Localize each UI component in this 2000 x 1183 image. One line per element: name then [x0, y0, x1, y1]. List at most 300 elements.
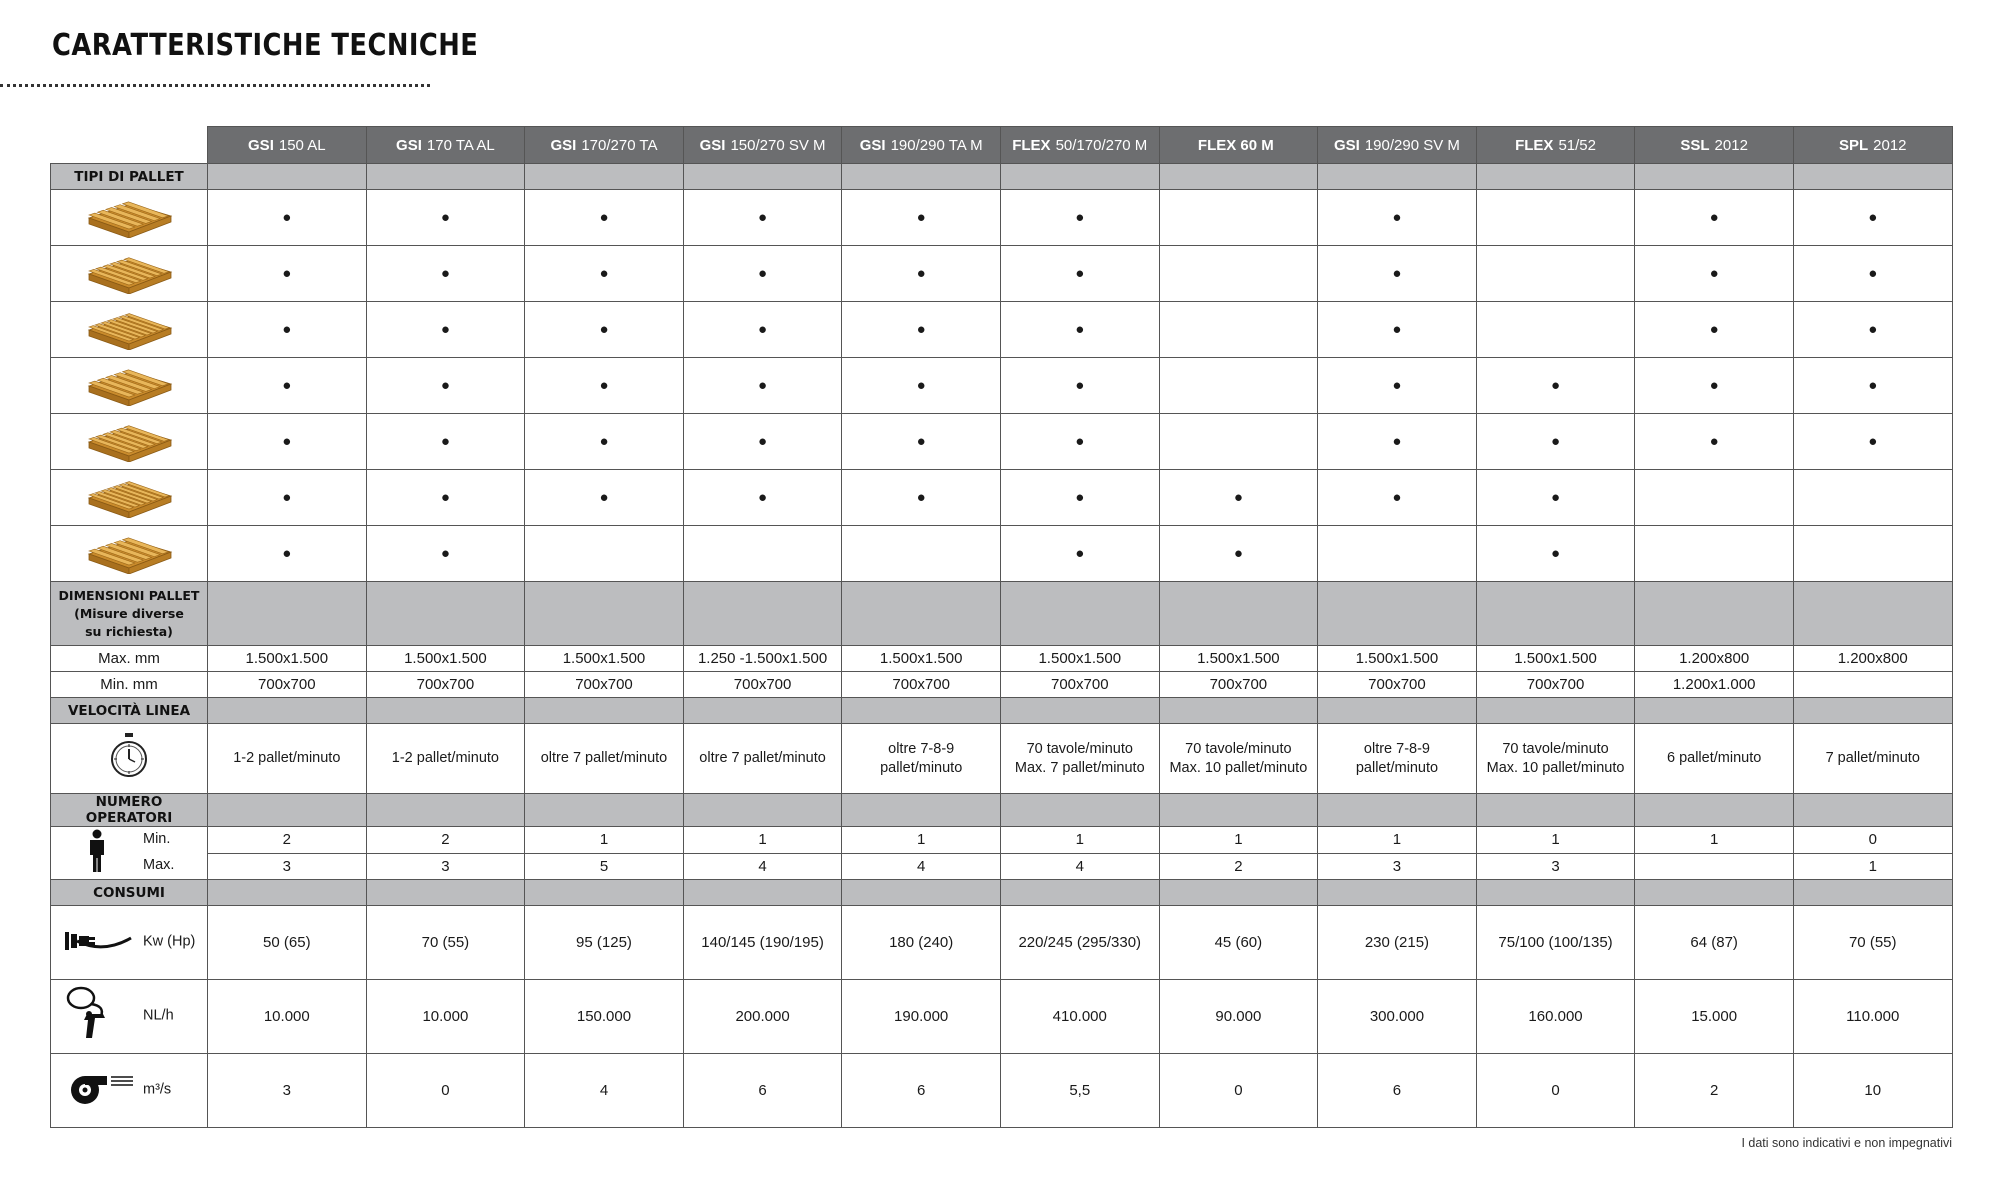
section-fill-cell	[1318, 164, 1477, 190]
operators-value: 4	[683, 853, 842, 880]
support-dot-icon: ●	[1233, 545, 1243, 562]
section-label-line: DIMENSIONI PALLET	[58, 587, 200, 603]
support-dot-icon: ●	[440, 489, 450, 506]
pallet-support-cell	[1318, 302, 1477, 358]
pallet-support-cell	[1476, 302, 1635, 358]
consumption-value: 50 (65)	[208, 906, 367, 980]
support-dot-icon: ●	[916, 265, 926, 282]
dimension-value: 700x700	[1159, 672, 1318, 698]
section-fill-cell	[366, 582, 525, 646]
support-dot-icon: ●	[599, 433, 609, 450]
dimension-row-max	[51, 646, 1953, 672]
line-speed-value	[1318, 724, 1477, 794]
support-dot-icon: ●	[282, 545, 292, 562]
consumption-value: 300.000	[1318, 980, 1477, 1054]
section-fill-cell	[1635, 582, 1794, 646]
section-pallet-types	[51, 164, 1953, 190]
section-fill-cell	[1000, 164, 1159, 190]
operators-value: 1	[525, 827, 684, 854]
support-dot-icon: ●	[1392, 265, 1402, 282]
section-fill-cell	[1318, 582, 1477, 646]
section-label-line: (Misure diverse	[74, 605, 184, 621]
pallet-support-cell	[683, 470, 842, 526]
consumption-value: 110.000	[1793, 980, 1952, 1054]
support-dot-icon: ●	[599, 377, 609, 394]
pallet-support-cell	[842, 470, 1001, 526]
section-fill-cell	[1159, 164, 1318, 190]
pallet-type-row	[51, 526, 1953, 582]
consumption-value: 180 (240)	[842, 906, 1001, 980]
model-header	[208, 127, 367, 164]
support-dot-icon: ●	[282, 433, 292, 450]
section-fill-cell	[683, 880, 842, 906]
pallet-support-cell	[366, 302, 525, 358]
section-fill-cell	[842, 698, 1001, 724]
speed-line: oltre 7 pallet/minuto	[540, 750, 668, 766]
pallet-support-cell	[1159, 526, 1318, 582]
speed-line: oltre 7-8-9	[888, 740, 955, 757]
pallet-support-cell	[1635, 302, 1794, 358]
model-name: 150 AL	[278, 136, 326, 154]
consumption-value: 6	[1318, 1054, 1477, 1128]
pallet-support-cell	[525, 358, 684, 414]
section-fill-cell	[1635, 880, 1794, 906]
wooden-pallet-icon	[51, 190, 208, 246]
support-dot-icon: ●	[758, 433, 768, 450]
section-fill-cell	[366, 698, 525, 724]
pallet-support-cell	[525, 190, 684, 246]
operators-value: 4	[1000, 853, 1159, 880]
title-dotted-rule	[0, 84, 430, 87]
operators-value: 3	[366, 853, 525, 880]
section-fill-cell	[525, 698, 684, 724]
support-dot-icon: ●	[1075, 433, 1085, 450]
person-icon	[87, 829, 107, 877]
pallet-support-cell	[208, 302, 367, 358]
wooden-pallet-icon	[51, 526, 208, 582]
pallet-support-cell	[1793, 302, 1952, 358]
model-name: 2012	[1714, 136, 1748, 154]
dimension-value: 1.200x800	[1635, 646, 1794, 672]
pallet-support-cell	[366, 414, 525, 470]
consumption-value: 160.000	[1476, 980, 1635, 1054]
section-fill-cell	[208, 698, 367, 724]
pallet-support-cell	[208, 526, 367, 582]
section-fill-cell	[683, 164, 842, 190]
operators-value	[1635, 853, 1794, 880]
support-dot-icon: ●	[282, 321, 292, 338]
line-speed-value	[683, 724, 842, 794]
dimension-row-min	[51, 672, 1953, 698]
model-name: 170/270 TA	[581, 136, 658, 154]
pallet-type-row	[51, 470, 1953, 526]
model-prefix: GSI	[699, 136, 726, 154]
pallet-support-cell	[208, 414, 367, 470]
speed-line: Max. 10 pallet/minuto	[1169, 759, 1308, 776]
section-fill-cell	[842, 794, 1001, 827]
pallet-support-cell	[1159, 302, 1318, 358]
dimension-value: 700x700	[1318, 672, 1477, 698]
pallet-support-cell	[683, 302, 842, 358]
pallet-support-cell	[1476, 470, 1635, 526]
section-fill-cell	[1000, 582, 1159, 646]
support-dot-icon: ●	[1709, 209, 1719, 226]
section-fill-cell	[208, 880, 367, 906]
speed-line: 6 pallet/minuto	[1666, 750, 1762, 766]
support-dot-icon: ●	[758, 265, 768, 282]
support-dot-icon: ●	[440, 545, 450, 562]
pallet-support-cell	[525, 414, 684, 470]
pallet-support-cell	[1000, 302, 1159, 358]
support-dot-icon: ●	[758, 489, 768, 506]
support-dot-icon: ●	[599, 321, 609, 338]
speed-line: pallet/minuto	[880, 759, 963, 776]
section-fill-cell	[1318, 794, 1477, 827]
support-dot-icon: ●	[1709, 321, 1719, 338]
dimension-label: Min. mm	[51, 672, 208, 698]
support-dot-icon: ●	[1551, 377, 1561, 394]
section-pallet-types-label: TIPI DI PALLET	[51, 164, 208, 190]
dimension-value: 700x700	[366, 672, 525, 698]
pallet-support-cell	[1476, 358, 1635, 414]
model-header-row	[51, 127, 1953, 164]
pallet-support-cell	[1476, 190, 1635, 246]
pallet-support-cell	[525, 526, 684, 582]
section-fill-cell	[525, 794, 684, 827]
model-prefix: GSI	[396, 136, 422, 154]
support-dot-icon: ●	[282, 377, 292, 394]
operators-min-label: Min.	[143, 831, 171, 847]
support-dot-icon: ●	[1551, 545, 1561, 562]
model-name: 150/270 SV M	[730, 136, 826, 154]
section-consumption	[51, 880, 1953, 906]
operators-value: 3	[208, 853, 367, 880]
section-fill-cell	[683, 794, 842, 827]
pallet-support-cell	[1318, 470, 1477, 526]
section-fill-cell	[208, 164, 367, 190]
pallet-support-cell	[683, 246, 842, 302]
consumption-unit-label: Kw (Hp)	[143, 932, 196, 949]
support-dot-icon: ●	[1868, 433, 1878, 450]
model-prefix: GSI	[550, 136, 577, 154]
consumption-value: 10	[1793, 1054, 1952, 1128]
support-dot-icon: ●	[1709, 433, 1719, 450]
consumption-value: 230 (215)	[1318, 906, 1477, 980]
model-name: 170 TA AL	[426, 136, 495, 154]
consumption-row-air	[51, 980, 1953, 1054]
consumption-value: 6	[842, 1054, 1001, 1128]
section-fill-cell	[1476, 582, 1635, 646]
consumption-value: 150.000	[525, 980, 684, 1054]
section-fill-cell	[683, 582, 842, 646]
pallet-support-cell	[1793, 190, 1952, 246]
dimension-label: Max. mm	[51, 646, 208, 672]
consumption-value: 140/145 (190/195)	[683, 906, 842, 980]
pallet-support-cell	[525, 302, 684, 358]
support-dot-icon: ●	[440, 433, 450, 450]
speed-line: 70 tavole/minuto	[1026, 740, 1133, 757]
consumption-value: 0	[366, 1054, 525, 1128]
support-dot-icon: ●	[440, 377, 450, 394]
operators-value: 1	[1793, 853, 1952, 880]
section-fill-cell	[1793, 582, 1952, 646]
model-prefix: SSL	[1680, 136, 1710, 154]
model-prefix: FLEX	[1515, 136, 1554, 154]
pallet-support-cell	[1635, 526, 1794, 582]
section-fill-cell	[1000, 698, 1159, 724]
support-dot-icon: ●	[916, 377, 926, 394]
section-fill-cell	[683, 698, 842, 724]
consumption-value: 10.000	[208, 980, 367, 1054]
section-fill-cell	[1476, 794, 1635, 827]
section-fill-cell	[1793, 164, 1952, 190]
stopwatch-icon	[51, 724, 208, 794]
model-header	[1000, 127, 1159, 164]
support-dot-icon: ●	[758, 377, 768, 394]
dimension-value: 1.500x1.500	[366, 646, 525, 672]
speed-line: 1-2 pallet/minuto	[391, 750, 499, 766]
operators-value: 3	[1476, 853, 1635, 880]
section-fill-cell	[1476, 698, 1635, 724]
pallet-support-cell	[1000, 470, 1159, 526]
pallet-support-cell	[1635, 470, 1794, 526]
support-dot-icon: ●	[916, 209, 926, 226]
support-dot-icon: ●	[758, 209, 768, 226]
pallet-type-row	[51, 246, 1953, 302]
consumption-value: 200.000	[683, 980, 842, 1054]
support-dot-icon: ●	[916, 433, 926, 450]
model-header	[525, 127, 684, 164]
wooden-pallet-icon	[51, 302, 208, 358]
dimension-value	[1793, 672, 1952, 698]
dimension-value: 1.500x1.500	[1159, 646, 1318, 672]
operators-label-cell	[51, 827, 208, 880]
operators-value: 3	[1318, 853, 1477, 880]
section-fill-cell	[842, 582, 1001, 646]
model-header	[1793, 127, 1952, 164]
section-fill-cell	[1476, 164, 1635, 190]
support-dot-icon: ●	[1392, 377, 1402, 394]
dimension-value: 1.500x1.500	[525, 646, 684, 672]
operators-value: 5	[525, 853, 684, 880]
consumption-row-flow	[51, 1054, 1953, 1128]
consumption-value: 95 (125)	[525, 906, 684, 980]
support-dot-icon: ●	[440, 321, 450, 338]
support-dot-icon: ●	[599, 489, 609, 506]
dimension-value: 1.200x1.000	[1635, 672, 1794, 698]
consumption-value: 2	[1635, 1054, 1794, 1128]
pallet-support-cell	[208, 470, 367, 526]
pallet-support-cell	[1000, 246, 1159, 302]
pallet-support-cell	[1000, 526, 1159, 582]
section-consumption-label: CONSUMI	[51, 880, 208, 906]
section-fill-cell	[1159, 698, 1318, 724]
pallet-support-cell	[1000, 358, 1159, 414]
support-dot-icon: ●	[916, 321, 926, 338]
pallet-support-cell	[842, 414, 1001, 470]
speed-line: oltre 7 pallet/minuto	[699, 750, 826, 766]
pallet-type-row	[51, 302, 1953, 358]
operators-row-min	[51, 827, 1953, 854]
section-fill-cell	[208, 582, 367, 646]
support-dot-icon: ●	[1392, 209, 1402, 226]
section-pallet-dimensions-label	[51, 582, 208, 646]
support-dot-icon: ●	[1075, 265, 1085, 282]
support-dot-icon: ●	[1075, 321, 1085, 338]
section-fill-cell	[525, 164, 684, 190]
consumption-value: 6	[683, 1054, 842, 1128]
support-dot-icon: ●	[599, 209, 609, 226]
support-dot-icon: ●	[1868, 321, 1878, 338]
pallet-support-cell	[1635, 190, 1794, 246]
dimension-value: 1.500x1.500	[208, 646, 367, 672]
support-dot-icon: ●	[916, 489, 926, 506]
pallet-support-cell	[1793, 246, 1952, 302]
model-header	[1635, 127, 1794, 164]
pallet-support-cell	[366, 358, 525, 414]
section-fill-cell	[1793, 698, 1952, 724]
consumption-label-cell	[51, 906, 208, 980]
pallet-support-cell	[1476, 246, 1635, 302]
section-fill-cell	[1476, 880, 1635, 906]
dimension-value: 1.500x1.500	[1318, 646, 1477, 672]
model-prefix: GSI	[859, 136, 886, 154]
pallet-support-cell	[1318, 358, 1477, 414]
model-header	[842, 127, 1001, 164]
section-fill-cell	[1159, 880, 1318, 906]
pallet-support-cell	[1159, 470, 1318, 526]
pallet-type-row	[51, 190, 1953, 246]
section-fill-cell	[1318, 698, 1477, 724]
pallet-support-cell	[1000, 190, 1159, 246]
model-header	[1159, 127, 1318, 164]
model-prefix: GSI	[1334, 136, 1360, 154]
consumption-value: 220/245 (295/330)	[1000, 906, 1159, 980]
model-prefix: GSI	[248, 136, 274, 154]
wooden-pallet-icon	[51, 470, 208, 526]
section-fill-cell	[1635, 794, 1794, 827]
section-line-speed	[51, 698, 1953, 724]
operators-value: 1	[1159, 827, 1318, 854]
support-dot-icon: ●	[1075, 489, 1085, 506]
pallet-support-cell	[366, 190, 525, 246]
electric-plug-icon	[63, 926, 133, 960]
consumption-unit-label: NL/h	[143, 1006, 174, 1023]
operators-value: 1	[1476, 827, 1635, 854]
pallet-type-row	[51, 358, 1953, 414]
section-fill-cell	[366, 794, 525, 827]
pallet-support-cell	[1318, 526, 1477, 582]
section-fill-cell	[1159, 582, 1318, 646]
pallet-support-cell	[842, 526, 1001, 582]
consumption-label-cell	[51, 1054, 208, 1128]
air-gun-icon	[65, 984, 111, 1050]
pallet-support-cell	[525, 470, 684, 526]
pallet-support-cell	[1159, 358, 1318, 414]
pallet-support-cell	[366, 526, 525, 582]
line-speed-value	[1793, 724, 1952, 794]
pallet-support-cell	[1635, 414, 1794, 470]
pallet-support-cell	[1793, 470, 1952, 526]
footnote: I dati sono indicativi e non impegnativi	[1741, 1136, 1952, 1150]
header-corner	[51, 127, 208, 164]
pallet-support-cell	[683, 358, 842, 414]
section-fill-cell	[1000, 880, 1159, 906]
pallet-support-cell	[1476, 526, 1635, 582]
speed-line: 1-2 pallet/minuto	[233, 750, 341, 766]
consumption-value: 64 (87)	[1635, 906, 1794, 980]
model-name: 51/52	[1558, 136, 1596, 154]
operators-value: 1	[842, 827, 1001, 854]
model-name: 190/290 SV M	[1364, 136, 1460, 154]
model-name: 50/170/270 M	[1055, 136, 1148, 154]
section-fill-cell	[1635, 164, 1794, 190]
speed-line: Max. 7 pallet/minuto	[1014, 759, 1145, 776]
speed-line: Max. 10 pallet/minuto	[1486, 759, 1625, 776]
line-speed-row	[51, 724, 1953, 794]
pallet-support-cell	[1159, 414, 1318, 470]
pallet-support-cell	[683, 190, 842, 246]
operators-value: 4	[842, 853, 1001, 880]
line-speed-value	[1476, 724, 1635, 794]
support-dot-icon: ●	[599, 265, 609, 282]
pallet-support-cell	[683, 526, 842, 582]
pallet-support-cell	[1793, 358, 1952, 414]
dimension-value: 700x700	[1000, 672, 1159, 698]
section-pallet-dimensions	[51, 582, 1953, 646]
dimension-value: 700x700	[525, 672, 684, 698]
line-speed-value	[525, 724, 684, 794]
operators-value: 1	[1318, 827, 1477, 854]
pallet-support-cell	[525, 246, 684, 302]
consumption-value: 3	[208, 1054, 367, 1128]
line-speed-value	[1635, 724, 1794, 794]
section-operators-label: NUMERO OPERATORI	[51, 794, 208, 827]
pallet-support-cell	[1793, 414, 1952, 470]
line-speed-value	[842, 724, 1001, 794]
support-dot-icon: ●	[282, 265, 292, 282]
pallet-support-cell	[1318, 246, 1477, 302]
speed-line: 70 tavole/minuto	[1502, 740, 1609, 757]
operators-value: 1	[683, 827, 842, 854]
operators-value: 2	[366, 827, 525, 854]
dimension-value: 700x700	[1476, 672, 1635, 698]
support-dot-icon: ●	[1075, 209, 1085, 226]
section-fill-cell	[842, 880, 1001, 906]
consumption-label-cell	[51, 980, 208, 1054]
pallet-support-cell	[842, 190, 1001, 246]
support-dot-icon: ●	[282, 489, 292, 506]
support-dot-icon: ●	[1392, 489, 1402, 506]
pallet-support-cell	[842, 246, 1001, 302]
support-dot-icon: ●	[1868, 265, 1878, 282]
pallet-type-row	[51, 414, 1953, 470]
consumption-value: 90.000	[1159, 980, 1318, 1054]
consumption-row-power	[51, 906, 1953, 980]
operators-value: 1	[1000, 827, 1159, 854]
pallet-support-cell	[1318, 190, 1477, 246]
blower-fan-icon	[69, 1072, 135, 1110]
section-label-line: su richiesta)	[85, 623, 173, 639]
pallet-support-cell	[1318, 414, 1477, 470]
support-dot-icon: ●	[440, 265, 450, 282]
dimension-value: 1.500x1.500	[842, 646, 1001, 672]
model-prefix: FLEX	[1012, 136, 1051, 154]
consumption-value: 70 (55)	[1793, 906, 1952, 980]
line-speed-value	[208, 724, 367, 794]
operators-value: 2	[1159, 853, 1318, 880]
pallet-support-cell	[1159, 190, 1318, 246]
